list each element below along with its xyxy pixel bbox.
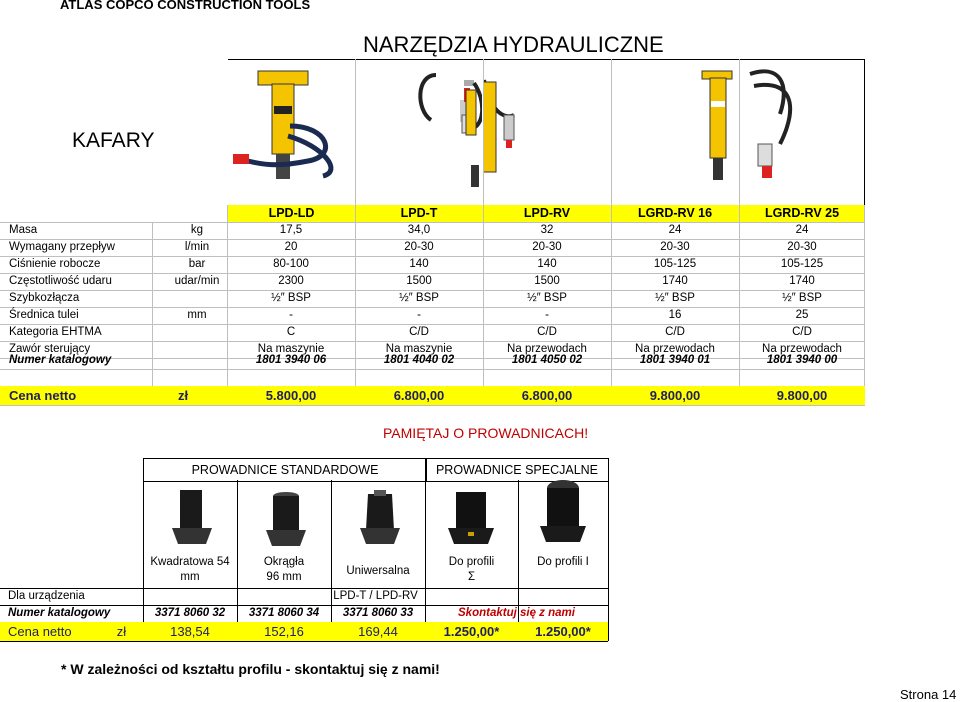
spec-value: 34,0 xyxy=(407,224,431,236)
guide-image-universal xyxy=(360,488,400,548)
catalog-value: 3371 8060 32 xyxy=(154,607,226,619)
spec-row-numer-katalogowy xyxy=(0,352,865,369)
price-row xyxy=(0,386,865,405)
contact-note: Skontaktuj się z nami xyxy=(458,607,575,619)
spec-value: C/D xyxy=(409,326,429,338)
price-value: 9.800,00 xyxy=(649,388,701,403)
product-image-lpd-ld xyxy=(228,66,354,184)
device-label: Dla urządzenia xyxy=(8,590,85,602)
spec-label: Kategoria EHTMA xyxy=(9,326,102,338)
guide-image-i-profile xyxy=(540,478,586,548)
guide-image-square xyxy=(170,488,214,548)
guides-price-value: 1.250,00* xyxy=(535,624,591,639)
spec-value: 80-100 xyxy=(273,258,309,270)
guides-device-row xyxy=(0,588,608,605)
spec-value: 1500 xyxy=(406,275,432,287)
spec-value: 140 xyxy=(537,258,557,270)
spec-value: 1801 4040 02 xyxy=(383,354,455,366)
brand-name: ATLAS COPCO CONSTRUCTION TOOLS xyxy=(60,0,311,12)
guides-price-value: 152,16 xyxy=(264,624,304,639)
spec-value: 105-125 xyxy=(780,258,824,270)
spec-value: 20-30 xyxy=(532,241,562,253)
spec-unit: mm xyxy=(187,309,207,321)
price-value: 9.800,00 xyxy=(776,388,828,403)
spec-row-czestotliwosc xyxy=(0,273,865,290)
spec-value: 16 xyxy=(668,309,682,321)
guide-type-label: Do profili Σ xyxy=(448,556,495,583)
spec-value: 1801 3940 01 xyxy=(639,354,711,366)
section-title: KAFARY xyxy=(72,129,155,152)
product-image-lpd-t xyxy=(356,70,482,188)
model-name: LPD-RV xyxy=(523,206,571,220)
spec-value: C/D xyxy=(665,326,685,338)
spec-unit: udar/min xyxy=(174,275,220,287)
spec-row-kategoria xyxy=(0,324,865,341)
spec-label: Wymagany przepływ xyxy=(9,241,115,253)
spec-value: 1500 xyxy=(534,275,560,287)
spec-value: ½″ BSP xyxy=(399,292,439,304)
spec-row-szybkozlacza xyxy=(0,290,865,307)
catalog-value: 3371 8060 34 xyxy=(248,607,320,619)
spec-label: Zawór sterujący xyxy=(9,343,91,355)
guides-price-label: Cena netto xyxy=(8,624,72,639)
spec-row-przeplyw xyxy=(0,239,865,256)
product-image-lpd-rv xyxy=(484,70,610,188)
spec-label: Ciśnienie robocze xyxy=(9,258,101,270)
footer-note: * W zależności od kształtu profilu - skontaktuj się z nami! xyxy=(61,661,440,677)
spec-row-srednica xyxy=(0,307,865,324)
spec-value: Na przewodach xyxy=(635,343,715,355)
spec-row-cisnienie xyxy=(0,256,865,273)
spec-value: 20-30 xyxy=(660,241,690,253)
spec-value: 1801 4050 02 xyxy=(511,354,583,366)
guide-type-label: Uniwersalna xyxy=(346,565,410,577)
spec-value: 1740 xyxy=(789,275,815,287)
spec-label: Średnica tulei xyxy=(9,309,79,321)
spec-label: Masa xyxy=(9,224,38,236)
catalog-label: Numer katalogowy xyxy=(8,607,111,619)
guides-warning: PAMIĘTAJ O PROWADNICACH! xyxy=(383,425,589,441)
spec-value: 105-125 xyxy=(653,258,697,270)
standard-guides-header: PROWADNICE STANDARDOWE xyxy=(143,458,427,482)
spec-value: ½″ BSP xyxy=(271,292,311,304)
guides-price-unit: zł xyxy=(116,624,127,639)
spec-value: 1801 3940 06 xyxy=(255,354,327,366)
product-image-lgrd-rv-25 xyxy=(740,64,866,182)
spec-value: C xyxy=(286,326,296,338)
special-guides-header: PROWADNICE SPECJALNE xyxy=(425,458,609,482)
product-image-lgrd-rv-16 xyxy=(612,66,738,184)
spec-value: 20 xyxy=(284,241,298,253)
spec-value: - xyxy=(417,309,421,321)
spec-value: - xyxy=(289,309,293,321)
model-header-row xyxy=(228,205,865,222)
guides-price-value: 138,54 xyxy=(170,624,210,639)
spec-value: 17,5 xyxy=(279,224,303,236)
price-value: 6.800,00 xyxy=(393,388,445,403)
spec-unit: kg xyxy=(190,224,204,236)
spec-unit: l/min xyxy=(184,241,210,253)
device-value: LPD-T / LPD-RV xyxy=(333,590,418,602)
spec-row-masa xyxy=(0,222,865,239)
spec-value: ½″ BSP xyxy=(782,292,822,304)
guide-type-label: Do profili I xyxy=(537,556,589,568)
guide-type-label: Kwadratowa 54 mm xyxy=(150,556,230,583)
guides-catalog-row xyxy=(0,605,608,622)
spec-value: Na przewodach xyxy=(762,343,842,355)
spec-value: Na maszynie xyxy=(257,343,325,355)
price-unit: zł xyxy=(178,388,189,403)
page-number: Strona 14 xyxy=(900,687,957,702)
spec-value: 1740 xyxy=(662,275,688,287)
spec-value: 24 xyxy=(795,224,809,236)
spec-value: C/D xyxy=(537,326,557,338)
spec-unit: bar xyxy=(188,258,206,270)
catalog-value: 3371 8060 33 xyxy=(342,607,414,619)
model-name: LPD-LD xyxy=(268,206,315,220)
price-value: 5.800,00 xyxy=(265,388,317,403)
spec-label: Szybkozłącza xyxy=(9,292,80,304)
guide-type-label: Okrągła 96 mm xyxy=(263,556,305,583)
spec-value: 24 xyxy=(668,224,682,236)
spec-value: 140 xyxy=(409,258,429,270)
model-name: LGRD-RV 16 xyxy=(637,206,713,220)
spec-value: 32 xyxy=(540,224,554,236)
model-name: LGRD-RV 25 xyxy=(764,206,840,220)
spec-value: 20-30 xyxy=(787,241,817,253)
guide-image-sigma xyxy=(448,490,494,548)
spec-label: Numer katalogowy xyxy=(9,354,112,366)
spec-value: Na przewodach xyxy=(507,343,587,355)
spec-value: Na maszynie xyxy=(385,343,453,355)
guide-image-round xyxy=(266,490,306,548)
price-label: Cena netto xyxy=(9,388,77,403)
spec-value: ½″ BSP xyxy=(655,292,695,304)
spec-value: 25 xyxy=(795,309,809,321)
guides-price-value: 1.250,00* xyxy=(443,624,500,639)
page-title: NARZĘDZIA HYDRAULICZNE xyxy=(363,32,664,57)
spec-value: 1801 3940 00 xyxy=(766,354,838,366)
spec-value: C/D xyxy=(792,326,812,338)
guides-price-row xyxy=(0,622,608,641)
spec-value: ½″ BSP xyxy=(527,292,567,304)
guides-price-value: 169,44 xyxy=(358,624,398,639)
spec-value: 20-30 xyxy=(404,241,434,253)
spec-label: Częstotliwość udaru xyxy=(9,275,112,287)
price-value: 6.800,00 xyxy=(521,388,573,403)
spec-value: 2300 xyxy=(278,275,304,287)
model-name: LPD-T xyxy=(400,206,438,220)
spec-value: - xyxy=(545,309,549,321)
